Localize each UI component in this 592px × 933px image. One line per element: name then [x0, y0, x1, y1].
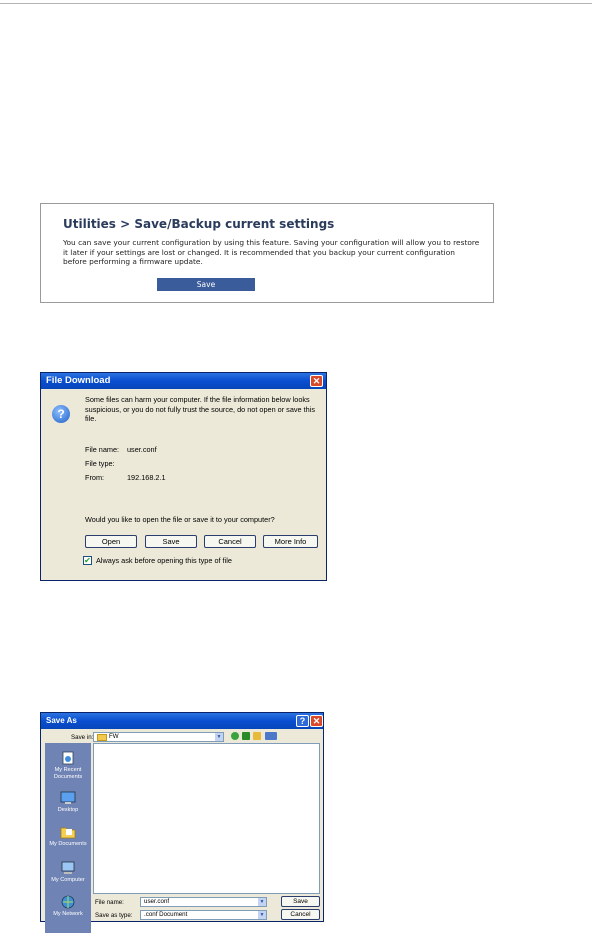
save-in-select[interactable]	[93, 732, 224, 742]
chevron-down-icon: ▼	[259, 899, 265, 905]
place-my-network[interactable]: My Network	[45, 895, 91, 918]
file-name-value: user.conf	[127, 445, 157, 454]
file-name-label: File name:	[95, 899, 124, 906]
chevron-down-icon: ▼	[259, 912, 265, 918]
save-as-title: Save As	[46, 716, 77, 725]
save-as-type-label: Save as type:	[95, 912, 133, 919]
from-value: 192.168.2.1	[127, 473, 166, 482]
up-folder-icon[interactable]	[242, 732, 250, 740]
file-type-label: File type:	[85, 459, 115, 468]
utilities-title: Utilities > Save/Backup current settings	[63, 217, 335, 231]
save-as-type-select[interactable]	[140, 910, 267, 920]
file-name-label: File name:	[85, 445, 120, 454]
save-as-save-button[interactable]: Save	[281, 896, 320, 907]
file-download-dialog	[40, 372, 327, 581]
close-icon[interactable]: ✕	[310, 375, 323, 387]
file-name-value: user.conf	[144, 898, 170, 905]
utilities-description: You can save your current configuration by using this feature. Saving your configuration will allow you to restore it later if your settings are lost or changed. It is recommended that you backup your current configuration before performing a firmware update.	[63, 238, 480, 266]
save-in-label: Save in:	[71, 734, 94, 741]
chevron-down-icon: ▼	[216, 734, 222, 740]
desktop-icon	[60, 791, 76, 805]
save-in-value: FW	[109, 733, 119, 740]
my-computer-icon	[60, 861, 76, 875]
back-icon[interactable]	[231, 732, 239, 740]
utilities-panel	[40, 203, 494, 303]
always-ask-label: Always ask before opening this type of file	[96, 556, 232, 565]
question-icon: ?	[52, 405, 70, 423]
open-button[interactable]: Open	[85, 535, 137, 548]
place-recent-documents[interactable]: My Recent Documents	[45, 751, 91, 780]
always-ask-checkbox[interactable]: ✔	[84, 556, 91, 565]
new-folder-icon[interactable]	[253, 732, 261, 740]
utilities-save-button[interactable]: Save	[157, 278, 255, 291]
page-top-rule	[0, 3, 592, 4]
place-my-documents[interactable]: My Documents	[45, 825, 91, 848]
file-download-warning: Some files can harm your computer. If the file information below looks suspicious, or you do not fully trust the source, do not open or save this file.	[85, 395, 315, 424]
places-bar	[45, 743, 91, 933]
save-button[interactable]: Save	[145, 535, 197, 548]
more-info-button[interactable]: More Info	[263, 535, 318, 548]
file-list[interactable]	[93, 743, 320, 894]
save-as-cancel-button[interactable]: Cancel	[281, 909, 320, 920]
cancel-button[interactable]: Cancel	[204, 535, 256, 548]
file-name-field[interactable]	[140, 897, 267, 907]
from-label: From:	[85, 473, 105, 482]
my-documents-icon	[60, 825, 76, 839]
view-menu-icon[interactable]	[265, 732, 277, 740]
folder-icon	[97, 734, 107, 741]
place-desktop[interactable]: Desktop	[45, 791, 91, 814]
recent-documents-icon	[60, 751, 76, 765]
my-network-icon	[60, 895, 76, 909]
close-icon[interactable]: ✕	[310, 715, 323, 727]
save-as-dialog	[40, 712, 324, 922]
save-as-titlebar	[41, 713, 323, 729]
save-as-type-value: .conf Document	[144, 911, 188, 918]
help-icon[interactable]: ?	[296, 715, 309, 727]
place-my-computer[interactable]: My Computer	[45, 861, 91, 884]
file-download-question: Would you like to open the file or save it to your computer?	[85, 515, 275, 524]
file-download-title: File Download	[46, 375, 111, 386]
file-download-titlebar	[41, 373, 326, 389]
